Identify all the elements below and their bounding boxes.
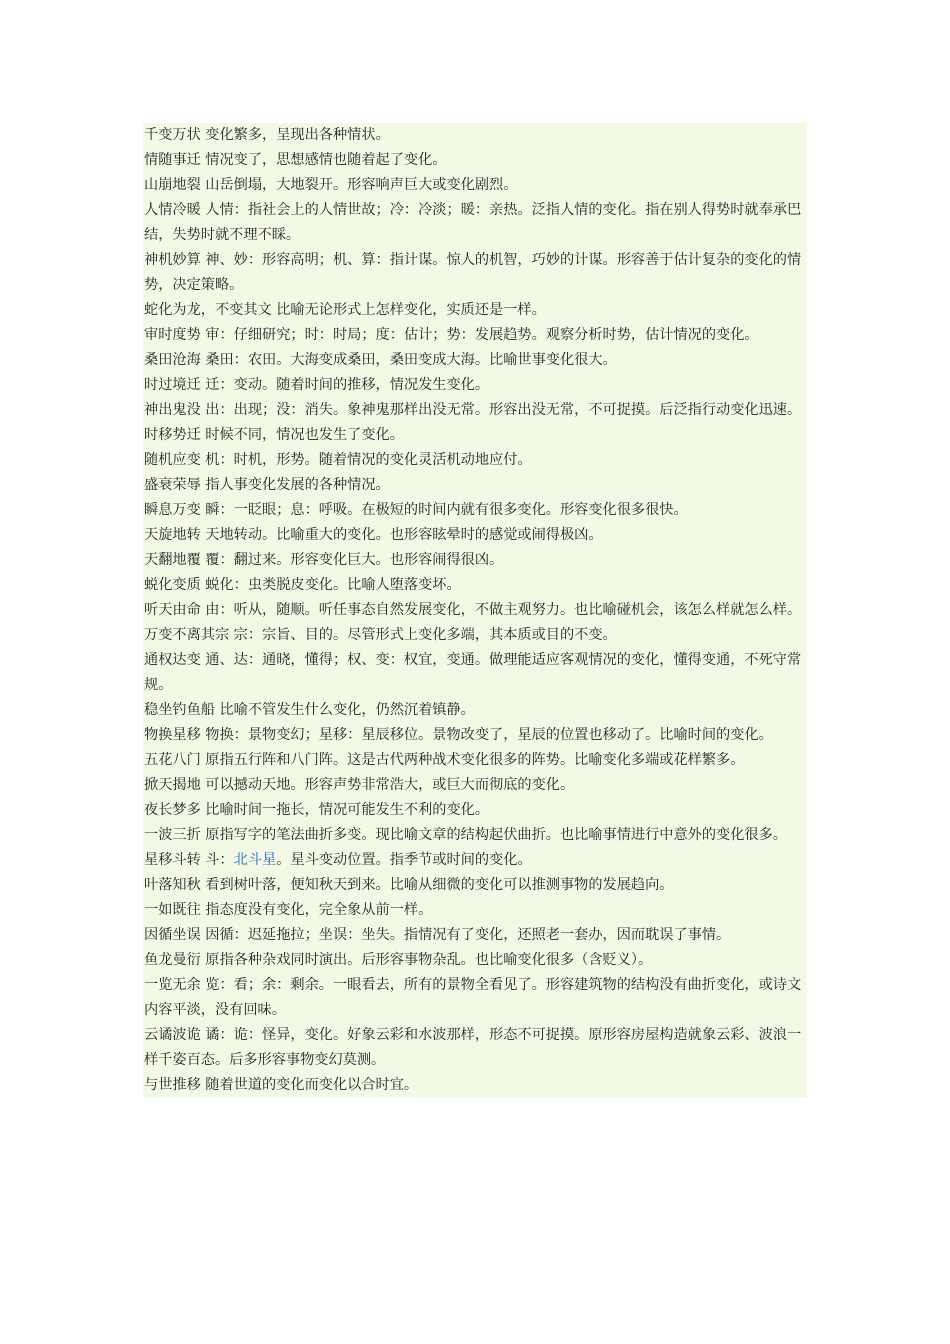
idiom-definition: 宗：宗旨、目的。尽管形式上变化多端，其本质或目的不变。: [233, 627, 617, 643]
list-item: [143, 323, 807, 348]
idiom-definition: 变化繁多，呈现出各种情状。: [205, 127, 390, 143]
idiom-term: 通权达变: [144, 652, 201, 668]
idiom-term: 情随事迁: [144, 152, 201, 168]
idiom-definition: 出：出现；没：消失。象神鬼那样出没无常。形容出没无常，不可捉摸。后泛指行动变化迅速。: [205, 402, 802, 418]
idiom-definition: 览：看；余：剩余。一眼看去，所有的景物全看见了。形容建筑物的结构没有曲折变化，或诗文内容平淡，没有回味。: [144, 977, 802, 1018]
idiom-definition: 。星斗变动位置。指季节或时间的变化。: [276, 852, 532, 868]
idiom-term: 蜕化变质: [144, 577, 201, 593]
idiom-definition: 时候不同，情况也发生了变化。: [205, 427, 404, 443]
list-item: [143, 648, 807, 698]
idiom-definition: 随着世道的变化而变化以合时宜。: [205, 1077, 419, 1093]
beidou-star-link[interactable]: 北斗星: [233, 852, 277, 868]
list-item: [143, 248, 807, 298]
list-item: [143, 598, 807, 623]
idiom-definition: 比喻无论形式上怎样变化，实质还是一样。: [276, 302, 546, 318]
idiom-term: 五花八门: [144, 752, 201, 768]
idiom-term: 夜长梦多: [144, 802, 201, 818]
list-item: [143, 723, 807, 748]
list-item: [143, 198, 807, 248]
idiom-term: 千变万状: [144, 127, 201, 143]
idiom-term: 蛇化为龙，不变其文: [144, 302, 272, 318]
idiom-term: 神机妙算: [144, 252, 201, 268]
idiom-term: 山崩地裂: [144, 177, 201, 193]
idiom-definition: 比喻时间一拖长，情况可能发生不利的变化。: [205, 802, 490, 818]
idiom-definition: 可以撼动天地。形容声势非常浩大，或巨大而彻底的变化。: [205, 777, 575, 793]
list-item: [143, 623, 807, 648]
idiom-definition: 山岳倒塌，大地裂开。形容响声巨大或变化剧烈。: [205, 177, 518, 193]
list-item: [143, 548, 807, 573]
list-item: [143, 848, 807, 873]
idiom-definition: 由：听从，随顺。听任事态自然发展变化，不做主观努力。也比喻碰机会，该怎么样就怎么样。: [205, 602, 802, 618]
idiom-definition: 斗：: [205, 852, 234, 868]
idiom-definition: 比喻不管发生什么变化，仍然沉着镇静。: [219, 702, 475, 718]
idiom-definition: 因循：迟延拖拉；坐误：坐失。指情况有了变化，还照老一套办，因而耽误了事情。: [205, 927, 731, 943]
list-item: [143, 1073, 807, 1098]
idiom-term: 因循坐误: [144, 927, 201, 943]
list-item: [143, 923, 807, 948]
list-item: [143, 448, 807, 473]
list-item: [143, 123, 807, 148]
idiom-definition: 人情：指社会上的人情世故；冷：冷淡；暖：亲热。泛指人情的变化。指在别人得势时就奉承巴结，失势时就不理不睬。: [144, 202, 802, 243]
idiom-term: 一览无余: [144, 977, 201, 993]
idiom-term: 盛衰荣辱: [144, 477, 201, 493]
idiom-term: 鱼龙曼衍: [144, 952, 201, 968]
idiom-definition: 迁：变动。随着时间的推移，情况发生变化。: [205, 377, 490, 393]
list-item: [143, 823, 807, 848]
idiom-term: 桑田沧海: [144, 352, 201, 368]
list-item: [143, 873, 807, 898]
idiom-definition: 原指五行阵和八门阵。这是古代两种战术变化很多的阵势。比喻变化多端或花样繁多。: [205, 752, 745, 768]
idiom-definition: 谲：诡：怪异，变化。好象云彩和水波那样，形态不可捉摸。原形容房屋构造就象云彩、波浪一样千姿百态。后多形容事物变幻莫测。: [144, 1027, 802, 1068]
list-item: [143, 798, 807, 823]
list-item: [143, 498, 807, 523]
idiom-term: 万变不离其宗: [144, 627, 230, 643]
list-item: [143, 473, 807, 498]
idiom-term: 随机应变: [144, 452, 201, 468]
idiom-term: 人情冷暖: [144, 202, 201, 218]
idiom-term: 神出鬼没: [144, 402, 201, 418]
idiom-term: 物换星移: [144, 727, 201, 743]
idiom-term: 时移势迁: [144, 427, 201, 443]
idiom-definition: 指态度没有变化，完全象从前一样。: [205, 902, 433, 918]
idiom-term: 天翻地覆: [144, 552, 201, 568]
list-item: [143, 148, 807, 173]
idiom-term: 一如既往: [144, 902, 201, 918]
list-item: [143, 1023, 807, 1073]
idiom-term: 瞬息万变: [144, 502, 201, 518]
idiom-term: 与世推移: [144, 1077, 201, 1093]
idiom-term: 一波三折: [144, 827, 201, 843]
idiom-term: 听天由命: [144, 602, 201, 618]
list-item: [143, 573, 807, 598]
list-item: [143, 773, 807, 798]
idiom-term: 云谲波诡: [144, 1027, 201, 1043]
idiom-definition: 看到树叶落，便知秋天到来。比喻从细微的变化可以推测事物的发展趋向。: [205, 877, 674, 893]
idiom-definition: 物换：景物变幻；星移：星辰移位。景物改变了，星辰的位置也移动了。比喻时间的变化。: [205, 727, 773, 743]
idiom-list: [143, 123, 807, 1098]
idiom-definition: 神、妙：形容高明；机、算：指计谋。惊人的机智，巧妙的计谋。形容善于估计复杂的变化的情势，决定策略。: [144, 252, 802, 293]
list-item: [143, 948, 807, 973]
list-item: [143, 698, 807, 723]
idiom-definition: 机：时机，形势。随着情况的变化灵活机动地应付。: [205, 452, 532, 468]
idiom-term: 审时度势: [144, 327, 201, 343]
list-item: [143, 398, 807, 423]
list-item: [143, 973, 807, 1023]
idiom-definition: 指人事变化发展的各种情况。: [205, 477, 390, 493]
list-item: [143, 523, 807, 548]
list-item: [143, 748, 807, 773]
idiom-term: 掀天揭地: [144, 777, 201, 793]
idiom-definition: 覆：翻过来。形容变化巨大。也形容闹得很凶。: [205, 552, 504, 568]
idiom-term: 叶落知秋: [144, 877, 201, 893]
list-item: [143, 348, 807, 373]
idiom-term: 星移斗转: [144, 852, 201, 868]
list-item: [143, 298, 807, 323]
idiom-definition: 情况变了，思想感情也随着起了变化。: [205, 152, 447, 168]
idiom-definition: 蜕化：虫类脱皮变化。比喻人堕落变坏。: [205, 577, 461, 593]
idiom-definition: 通、达：通晓，懂得；权、变：权宜，变通。做理能适应客观情况的变化，懂得变通，不死守常规。: [144, 652, 802, 693]
idiom-definition: 原指各种杂戏同时演出。后形容事物杂乱。也比喻变化很多（含贬义）。: [205, 952, 653, 968]
idiom-definition: 天地转动。比喻重大的变化。也形容眩晕时的感觉或闹得极凶。: [205, 527, 603, 543]
idiom-definition: 审：仔细研究；时：时局；度：估计；势：发展趋势。观察分析时势，估计情况的变化。: [205, 327, 759, 343]
idiom-definition: 桑田：农田。大海变成桑田，桑田变成大海。比喻世事变化很大。: [205, 352, 617, 368]
list-item: [143, 173, 807, 198]
list-item: [143, 423, 807, 448]
list-item: [143, 373, 807, 398]
idiom-definition: 原指写字的笔法曲折多变。现比喻文章的结构起伏曲折。也比喻事情进行中意外的变化很多。: [205, 827, 787, 843]
idiom-term: 稳坐钓鱼船: [144, 702, 215, 718]
list-item: [143, 898, 807, 923]
idiom-term: 时过境迁: [144, 377, 201, 393]
idiom-definition: 瞬：一眨眼；息：呼吸。在极短的时间内就有很多变化。形容变化很多很快。: [205, 502, 688, 518]
idiom-term: 天旋地转: [144, 527, 201, 543]
